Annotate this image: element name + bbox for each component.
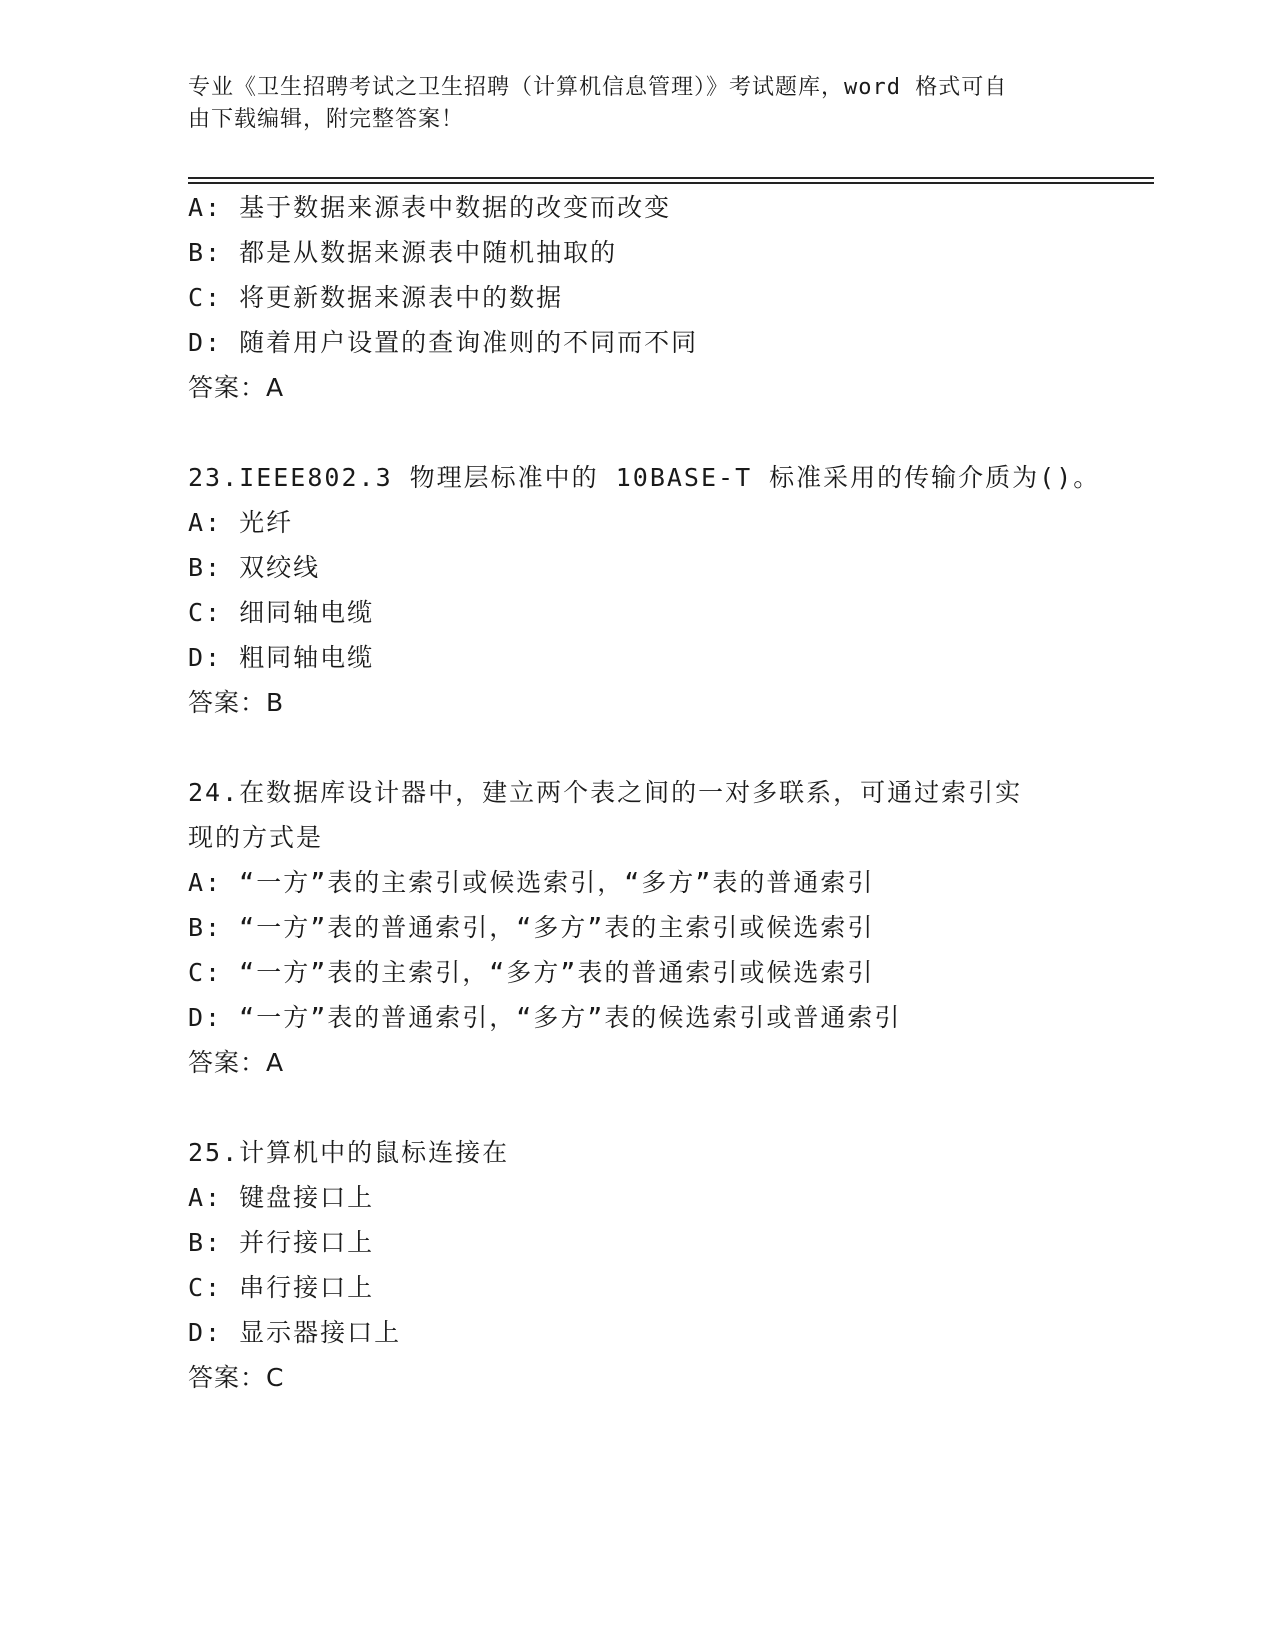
q23-option-b: B: 双绞线 [188,553,321,582]
header-divider-top [188,177,1154,179]
document-header [188,72,1068,136]
q24-stem-line-2: 现的方式是 [188,823,324,852]
q24-answer: 答案：A [188,1048,285,1077]
q24-stem-line-1: 24.在数据库设计器中，建立两个表之间的一对多联系，可通过索引实 [188,778,1023,807]
q23-option-c: C: 细同轴电缆 [188,598,375,627]
q23-answer: 答案：B [188,688,285,717]
q25-option-c: C: 串行接口上 [188,1273,375,1302]
header-divider-bottom [188,182,1154,184]
q23-option-a: A: 光纤 [188,508,294,537]
q24-option-b: B: “一方”表的普通索引，“多方”表的主索引或候选索引 [188,913,875,942]
q22-option-a: A: 基于数据来源表中数据的改变而改变 [188,193,672,222]
q24-option-c: C: “一方”表的主索引，“多方”表的普通索引或候选索引 [188,958,875,987]
header-line-2: 由下载编辑，附完整答案！ [188,107,465,132]
q25-option-d: D: 显示器接口上 [188,1318,402,1347]
q24-option-d: D: “一方”表的普通索引，“多方”表的候选索引或普通索引 [188,1003,902,1032]
q22-option-c: C: 将更新数据来源表中的数据 [188,283,564,312]
q25-option-b: B: 并行接口上 [188,1228,375,1257]
header-line-1: 专业《卫生招聘考试之卫生招聘（计算机信息管理）》考试题库，word 格式可自 [188,75,1008,100]
q22-option-b: B: 都是从数据来源表中随机抽取的 [188,238,618,267]
q23-option-d: D: 粗同轴电缆 [188,643,375,672]
q22-answer: 答案：A [188,373,285,402]
q25-stem: 25.计算机中的鼠标连接在 [188,1138,510,1167]
q22-option-d: D: 随着用户设置的查询准则的不同而不同 [188,328,699,357]
q25-option-a: A: 键盘接口上 [188,1183,375,1212]
q25-answer: 答案：C [188,1363,285,1392]
q24-option-a: A: “一方”表的主索引或候选索引，“多方”表的普通索引 [188,868,875,897]
q23-stem: 23.IEEE802.3 物理层标准中的 10BASE-T 标准采用的传输介质为()。 [188,463,1101,492]
